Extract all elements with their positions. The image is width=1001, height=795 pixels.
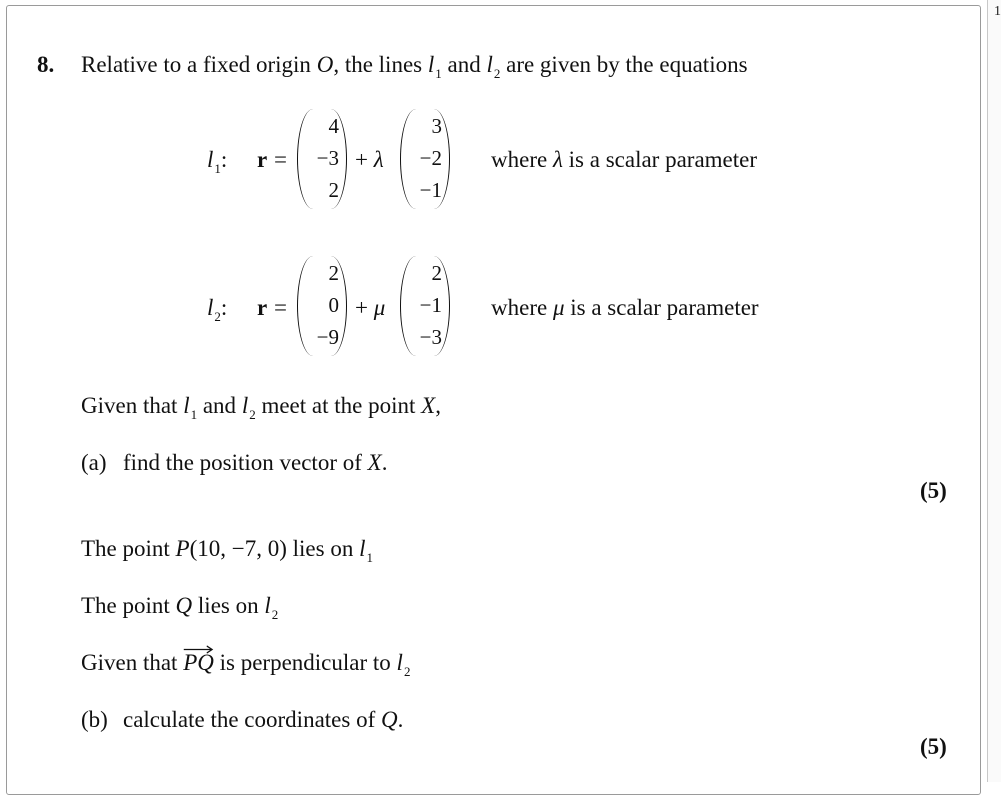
part-a-marks: (5) bbox=[920, 478, 947, 503]
line2-equals: = bbox=[274, 295, 287, 320]
point-p-statement: The point P(10, −7, 0) lies on $l_1$ bbox=[81, 536, 373, 565]
line2-parameter-note: where μ is a scalar parameter bbox=[491, 295, 759, 320]
line2-position-vector: 2 0 −9 bbox=[297, 256, 347, 356]
line1-equals: = bbox=[274, 147, 287, 172]
line1-parameter-note: where λ is a scalar parameter bbox=[491, 147, 758, 172]
line2-plus-param: + μ bbox=[355, 295, 386, 320]
point-q-statement: The point Q lies on $l_2$ bbox=[81, 593, 279, 622]
part-a-text: find the position vector of X. bbox=[123, 450, 388, 475]
line1-direction-vector: 3 −2 −1 bbox=[400, 109, 450, 209]
line2-label: $l_2$: bbox=[207, 295, 228, 324]
part-b-label: (b) bbox=[81, 707, 108, 732]
part-b-text: calculate the coordinates of Q. bbox=[123, 707, 404, 732]
question-number: 8. bbox=[37, 52, 55, 77]
page-edge-mark: 1 bbox=[994, 4, 1001, 19]
vector-arrow-icon bbox=[183, 645, 214, 654]
given-statement: Given that $l_1$ and $l_2$ meet at the point X, bbox=[81, 393, 441, 422]
line1-label: $l_1$: bbox=[207, 147, 228, 176]
line1-plus-param: + λ bbox=[355, 147, 384, 172]
vector-pq: PQ bbox=[183, 651, 214, 674]
line2-direction-vector: 2 −1 −3 bbox=[400, 256, 450, 356]
line1-position-vector: 4 −3 2 bbox=[297, 109, 347, 209]
question-intro: Relative to a fixed origin O, the lines $l_1$ and $l_2$ are given by the equations bbox=[81, 52, 748, 81]
part-b-marks: (5) bbox=[920, 734, 947, 759]
part-a-label: (a) bbox=[81, 450, 107, 475]
line2-r: r bbox=[257, 295, 268, 320]
perpendicular-statement: Given that PQ is perpendicular to $l_2$ bbox=[81, 651, 410, 674]
page-edge bbox=[987, 0, 1001, 782]
line1-r: r bbox=[257, 147, 268, 172]
